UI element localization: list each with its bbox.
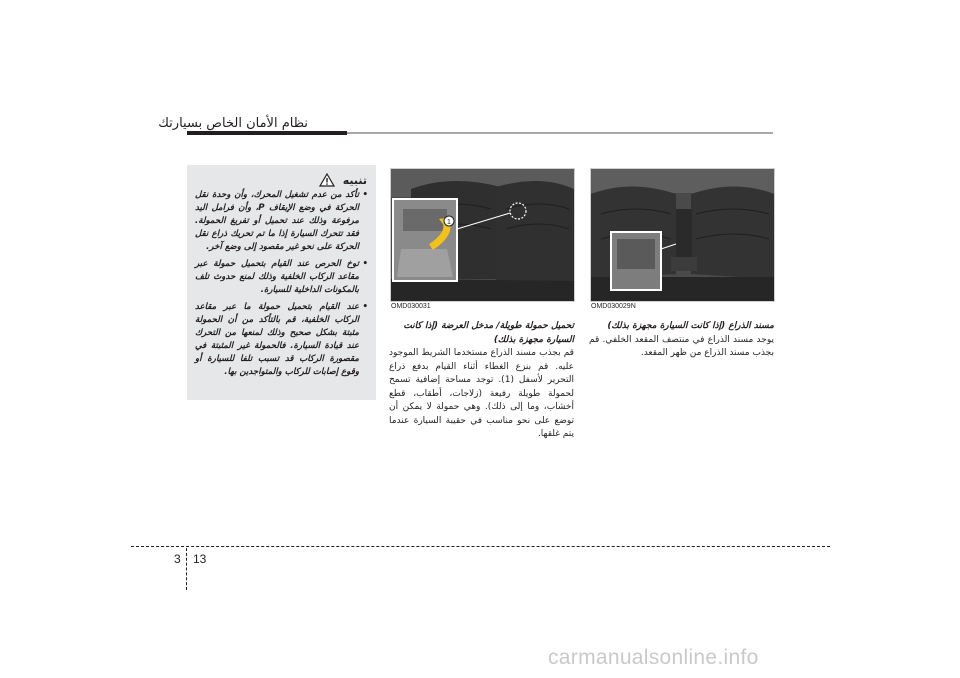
page-header-title: نظام الأمان الخاص بسيارتك — [158, 116, 308, 131]
long-cargo-section — [389, 320, 574, 442]
warning-item: • عند القيام بتحميل حمولة ما عبر مقاعد الركاب الخلفية، قم بالتأكد من أن الحمولة مثبتة بشكل صحيح وذلك لمنعها من التحرك عند قيادة السيارة. فالحمولة غير المثبتة في مقصورة الركاب قد تسبب تلفا للسيارة أو وقوع إصابات للركاب والمتواجدين بها. — [195, 301, 367, 379]
section-number: 3 — [174, 552, 181, 566]
header-rule — [187, 131, 773, 135]
warning-list — [195, 189, 367, 379]
armrest-section — [589, 320, 774, 361]
long-cargo-body: قم بجذب مسند الذراع مستخدما الشريط الموجود عليه. قم بنزع الغطاء أثناء القيام بدفع ذراع التحرير لأسفل (1). توجد مساحة إضافية تسمح لحمولة طويلة رفيعة (زلاجات، أطقاب، قطع أخشاب، وما إلى ذلك). وهي حمولة لا يمكن أن توضع على نحو مناسب في حقيبة السيارة عندما يتم غلقها. — [389, 348, 575, 439]
header-rule-dark — [187, 131, 347, 135]
warning-header — [195, 173, 367, 187]
warning-item: • تأكد من عدم تشغيل المحرك، وأن وحدة نقل الحركة في وضع الإيقاف P، وأن فرامل اليد مرفوعة وذلك عند تحميل أو تفريغ الحمولة. فقد تتحرك السيارة إذا ما تم تحريك ذراع نقل الحركة على نحو غير مقصود إلى وضع آخر. — [195, 189, 367, 254]
photo-code-right: OMD030029N — [591, 303, 636, 310]
warning-title: تنبيه — [342, 173, 367, 187]
warning-triangle-icon — [319, 173, 335, 187]
header-rule-grey — [347, 132, 773, 134]
footer-divider — [186, 548, 187, 590]
footer-rule — [131, 546, 830, 547]
page-number: 13 — [193, 552, 207, 566]
warning-item: • توخ الحرص عند القيام بتحميل حمولة عبر مقاعد الركاب الخلفية وذلك لمنع حدوث تلف بالمكونات الداخلية للسيارة. — [195, 258, 367, 297]
armrest-body: يوجد مسند الذراع في منتصف المقعد الخلفي. قم بجذب مسند الذراع من ظهر المقعد. — [589, 334, 774, 358]
long-cargo-heading: تحميل حمولة طويلة/ مدخل العرضة (إذا كانت السيارة مجهزة بذلك) — [403, 321, 574, 345]
armrest-photo — [590, 168, 775, 302]
pass-through-photo — [390, 168, 575, 302]
photo-code-left: OMD030031 — [391, 303, 431, 310]
callout-number: 1 — [447, 219, 451, 226]
watermark: carmanualsonline.info — [548, 646, 759, 669]
warning-box — [187, 165, 376, 400]
armrest-heading: مسند الذراع (إذا كانت السيارة مجهزة بذلك) — [607, 321, 774, 331]
